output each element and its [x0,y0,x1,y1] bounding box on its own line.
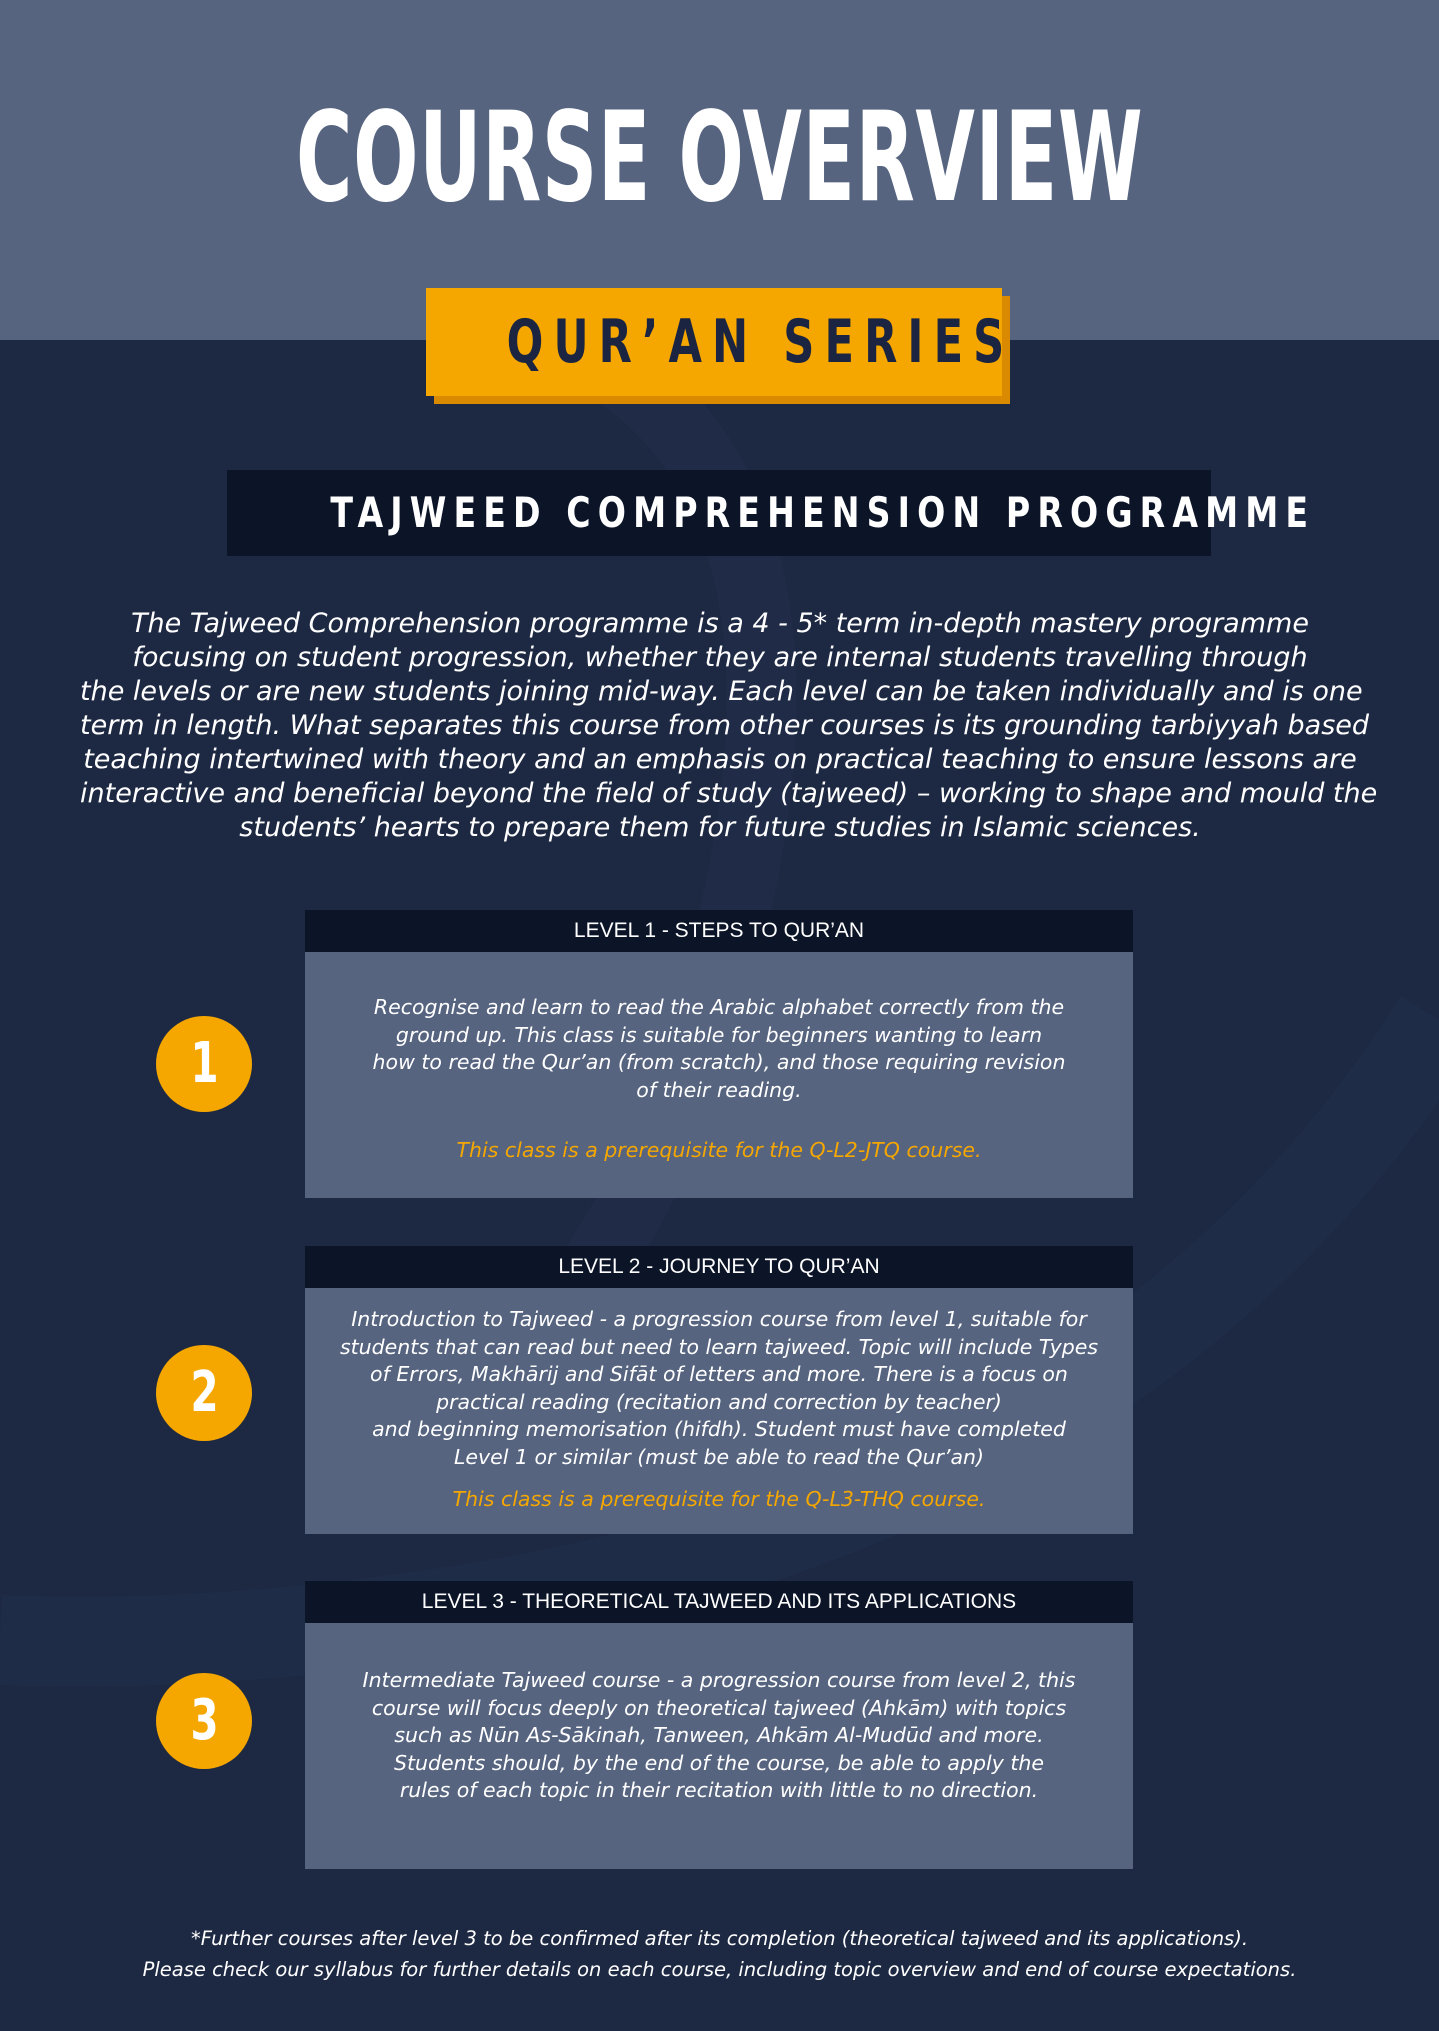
description-line: Intermediate Tajweed course - a progression course from level 2, this [362,1668,1076,1692]
description-line: Level 1 or similar (must be able to read the Qur’an) [453,1444,985,1469]
description-line: how to read the Qur’an (from scratch), and those requiring revision [372,1050,1066,1074]
intro-line: The Tajweed Comprehension programme is a 4 - 5* term in-depth mastery programme [131,608,1309,639]
description-line: of Errors, Makhārij and Sifāt of letters and more. There is a focus on [370,1362,1068,1386]
description-line: rules of each topic in their recitation with little to no direction. [399,1778,1039,1802]
level-2-description [305,1306,1133,1471]
level-1-number-badge [156,1016,252,1112]
level-2-panel [305,1288,1133,1534]
level-2-number-badge [156,1345,252,1441]
description-line: Recognise and learn to read the Arabic alphabet correctly from the [373,995,1065,1019]
intro-line: focusing on student progression, whether they are internal students travelling through [132,642,1308,673]
intro-line: students’ hearts to prepare them for future studies in Islamic sciences. [239,812,1201,843]
description-line: Students should, by the end of the course, be able to apply the [393,1750,1044,1775]
level-number: 1 [189,1031,219,1096]
description-line: such as Nūn As-Sākinah, Tanween, Ahkām Al-Mudūd and more. [394,1723,1044,1747]
description-line: ground up. This class is suitable for beginners wanting to learn [395,1022,1043,1047]
footnote [0,1923,1439,1985]
programme-bar [227,470,1316,556]
page-title: COURSE OVERVIEW [296,86,1144,230]
description-line: Introduction to Tajweed - a progression course from level 1, suitable for [351,1307,1087,1331]
programme-title: TAJWEED COMPREHENSION PROGRAMME [330,488,1316,537]
description-line: course will focus deeply on theoretical tajweed (Ahkām) with topics [371,1695,1067,1720]
level-number: 2 [189,1360,219,1425]
series-label: QUR’AN SERIES [506,307,1015,377]
footnote-line: *Further courses after level 3 to be confirmed after its completion (theoretical tajweed and its applications). [190,1927,1249,1950]
level-2-title: LEVEL 2 - JOURNEY TO QUR’AN [305,1246,1133,1288]
level-1-panel [305,952,1133,1198]
description-line: students that can read but need to learn tajweed. Topic will include Types [339,1334,1099,1359]
level-3-description [305,1667,1133,1805]
level-1-description [305,994,1133,1104]
level-1-prerequisite-note: This class is a prerequisite for the Q-L2-JTQ course. [456,1138,982,1162]
footnote-line: Please check our syllabus for further details on each course, including topic overview and end of course expectations. [142,1958,1297,1981]
intro-line: the levels or are new students joining mid-way. Each level can be taken individually and is one [80,676,1363,707]
intro-line: term in length. What separates this course from other courses is its grounding tarbiyyah based [80,710,1370,741]
level-1-title: LEVEL 1 - STEPS TO QUR’AN [305,910,1133,952]
description-line: of their reading. [636,1077,802,1102]
level-3-panel [305,1623,1133,1869]
level-3-title: LEVEL 3 - THEORETICAL TAJWEED AND ITS APPLICATIONS [305,1581,1133,1623]
intro-line: interactive and beneficial beyond the field of study (tajweed) – working to shape and mould the [80,778,1378,809]
description-line: practical reading (recitation and correction by teacher) [436,1389,1002,1414]
intro-paragraph [80,607,1378,845]
level-3-number-badge [156,1673,252,1769]
level-number: 3 [189,1688,219,1753]
level-2-prerequisite-note: This class is a prerequisite for the Q-L3-THQ course. [452,1487,986,1511]
description-line: and beginning memorisation (hifdh). Student must have completed [372,1417,1066,1441]
intro-line: teaching intertwined with theory and an emphasis on practical teaching to ensure lessons are [83,744,1357,775]
series-banner [426,288,1015,404]
